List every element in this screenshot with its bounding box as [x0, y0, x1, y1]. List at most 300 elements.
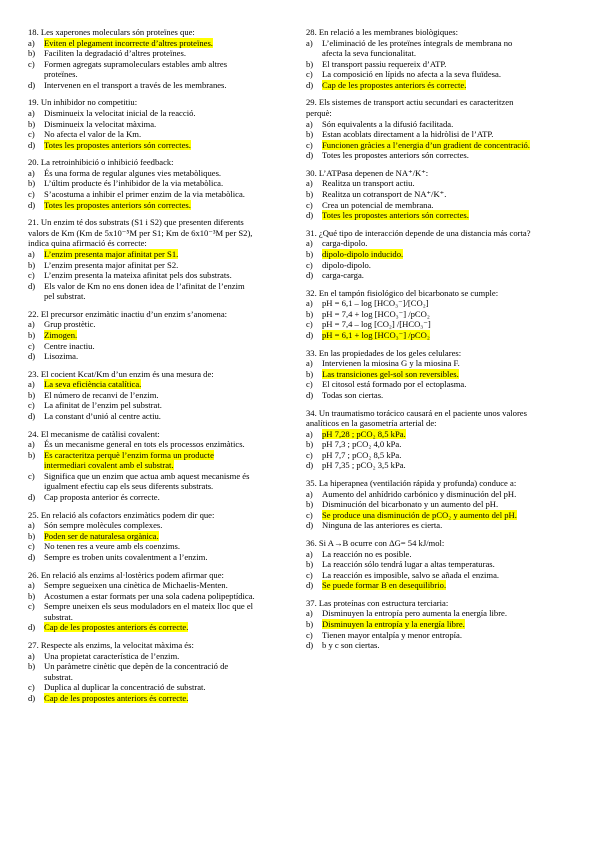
option-text-wrap	[322, 520, 578, 531]
option-letter: a)	[306, 548, 313, 559]
option-letter: c)	[306, 69, 313, 80]
answer-option	[28, 200, 300, 211]
question-block	[306, 478, 578, 531]
option-text-wrap	[44, 552, 300, 563]
question-block	[306, 27, 578, 90]
option-text: Lisozima.	[44, 351, 79, 362]
option-text-wrap	[44, 439, 300, 450]
option-letter: b)	[28, 449, 36, 460]
question-text: 23. El cocient Kcat/Km d’un enzim és una mesura de:	[28, 368, 214, 379]
option-letter: b)	[306, 129, 314, 140]
answer-option	[306, 80, 578, 91]
option-letter: c)	[306, 509, 313, 520]
option-text-wrap	[322, 59, 578, 70]
option-text-wrap	[322, 189, 578, 200]
option-letter: a)	[28, 580, 35, 591]
answer-option	[28, 140, 300, 151]
option-text-wrap	[322, 499, 578, 510]
option-text: Realitza un cotransport de NA⁺/K⁺.	[322, 189, 447, 200]
option-text: El transport passiu requereix d’ATP.	[322, 58, 447, 69]
option-text-wrap	[322, 570, 578, 581]
option-letter: b)	[28, 590, 36, 601]
question-block	[28, 570, 300, 633]
option-text-wrap	[322, 369, 578, 380]
question-text: 22. El precursor enzimàtic inactiu d’un enzim s’anomena:	[28, 308, 228, 319]
answer-option	[28, 69, 300, 80]
option-text: pH 7,3 ; pCO₂ 4,0 kPa.	[322, 439, 402, 450]
option-text: carga-carga.	[322, 270, 364, 281]
option-letter: a)	[28, 167, 35, 178]
option-text-wrap	[44, 249, 300, 260]
highlighted-answer-text: intermediari covalent amb el substrat.	[44, 460, 174, 471]
option-text-wrap	[322, 450, 578, 461]
option-letter: b)	[28, 178, 36, 189]
answer-option	[306, 140, 578, 151]
highlighted-answer-text: Poden ser de naturalesa orgànica.	[44, 530, 159, 541]
highlighted-answer-text: Cap de les propostes anteriors és correcte.	[44, 692, 189, 703]
option-text-wrap	[44, 520, 300, 531]
answer-option	[28, 189, 300, 200]
option-text: Disminuyen la entropía pero aumenta la energía libre.	[322, 608, 508, 619]
option-text-wrap	[322, 510, 578, 521]
option-text: La constant d’unió al centre actiu.	[44, 410, 161, 421]
option-letter: c)	[28, 470, 35, 481]
option-text: substrat.	[44, 671, 73, 682]
answer-option	[306, 238, 578, 249]
option-text: És un mecanisme general en tots els processos enzimàtics.	[44, 439, 245, 450]
option-text-wrap	[44, 531, 300, 542]
option-letter: c)	[28, 541, 35, 552]
option-text-wrap	[44, 460, 300, 471]
answer-option	[28, 80, 300, 91]
question-text: 25. En relació als cofactors enzimàtics podem dir que:	[28, 509, 215, 520]
question-text: 27. Respecte als enzims, la velocitat màxima és:	[28, 640, 194, 651]
answer-option	[28, 291, 300, 302]
answer-option	[306, 379, 578, 390]
option-text-wrap	[322, 390, 578, 401]
option-text-wrap	[44, 351, 300, 362]
option-text-wrap	[44, 622, 300, 633]
option-text: carga-dipolo.	[322, 238, 368, 249]
option-text: Realitza un transport actiu.	[322, 178, 415, 189]
highlighted-answer-text: Funcionen gràcies a l’energia d’un gradient de concentració.	[322, 139, 530, 150]
option-letter: a)	[28, 520, 35, 531]
answer-option	[28, 168, 300, 179]
answer-option	[28, 693, 300, 704]
question-block	[306, 97, 578, 160]
option-letter: d)	[306, 640, 314, 651]
answer-option	[28, 552, 300, 563]
question-block	[28, 309, 300, 362]
highlighted-answer-text: Se puede formar B en desequilibrio.	[322, 580, 447, 591]
option-letter: c)	[306, 449, 313, 460]
option-text: igualment efectiu cap els seus diferents substrats.	[44, 481, 214, 492]
option-text: Ninguna de las anteriores es cierta.	[322, 520, 443, 531]
option-text-wrap	[44, 48, 300, 59]
option-letter: d)	[28, 692, 36, 703]
answer-option	[28, 341, 300, 352]
option-text: Grup prostètic.	[44, 319, 96, 330]
option-letter	[28, 69, 44, 80]
highlighted-answer-text: Eviten el plegament incorrecte d’altres proteïnes.	[44, 37, 213, 48]
option-text: La reacción es imposible, salvo se añada el enzima.	[322, 569, 500, 580]
option-text-wrap	[44, 481, 300, 492]
option-letter	[306, 48, 322, 59]
right-column	[306, 27, 578, 658]
answer-option	[306, 608, 578, 619]
option-letter: d)	[306, 460, 314, 471]
answer-option	[28, 672, 300, 683]
answer-option	[28, 682, 300, 693]
question-block	[28, 27, 300, 90]
answer-option	[28, 390, 300, 401]
option-text-wrap	[322, 640, 578, 651]
question-block	[28, 97, 300, 150]
highlighted-answer-text: Zimogen.	[44, 329, 78, 340]
highlighted-answer-text: Se produce una disminución de pCO₂ y aumento del pH.	[322, 509, 517, 520]
option-text: substrat.	[44, 611, 73, 622]
left-column	[28, 27, 300, 711]
option-letter: c)	[306, 629, 313, 640]
option-text: Totes les propostes anteriors són correctes.	[322, 150, 469, 161]
answer-option	[28, 661, 300, 672]
answer-option	[306, 119, 578, 130]
highlighted-answer-text: Totes les propostes anteriors són correctes.	[322, 210, 469, 221]
answer-option	[306, 450, 578, 461]
option-letter: c)	[306, 139, 313, 150]
option-letter: d)	[28, 410, 36, 421]
question-block	[28, 640, 300, 703]
answer-option	[28, 439, 300, 450]
option-text: Disminueix la velocitat inicial de la reacció.	[44, 108, 196, 119]
question-text: valors de Km (Km de 5x10⁻⁵M per S1; Km de 6x10⁻³M per S2),	[28, 227, 253, 238]
option-letter: b)	[306, 439, 314, 450]
answer-option	[306, 429, 578, 440]
question-text: 35. La hiperapnea (ventilación rápida y profunda) conduce a:	[306, 478, 517, 489]
option-letter: b)	[306, 308, 314, 319]
option-letter: b)	[28, 259, 36, 270]
answer-option	[28, 129, 300, 140]
option-letter: a)	[28, 108, 35, 119]
option-letter: c)	[306, 379, 313, 390]
option-text-wrap	[44, 612, 300, 623]
question-block	[28, 510, 300, 563]
option-text-wrap	[44, 119, 300, 130]
option-text-wrap	[44, 682, 300, 693]
option-text-wrap	[322, 119, 578, 130]
option-letter: a)	[28, 439, 35, 450]
question-text: 18. Les xaperones moleculars són proteïnes que:	[28, 27, 195, 37]
answer-option	[306, 319, 578, 330]
option-text: El número de recanvi de l’enzim.	[44, 389, 159, 400]
option-text-wrap	[322, 200, 578, 211]
option-letter: a)	[306, 118, 313, 129]
option-text-wrap	[44, 390, 300, 401]
answer-option	[306, 570, 578, 581]
option-text-wrap	[322, 559, 578, 570]
option-letter: d)	[28, 351, 36, 362]
option-letter: d)	[306, 79, 314, 90]
answer-option	[306, 619, 578, 630]
question-block	[28, 429, 300, 503]
question-text: analíticos en la gasometría arterial de:	[306, 418, 437, 429]
option-text: Un paràmetre cinètic que depèn de la concentració de	[44, 661, 229, 672]
option-text: Sempre es troben units covalentment a l’enzim.	[44, 551, 208, 562]
highlighted-answer-text: L’enzim presenta major afinitat per S1.	[44, 248, 179, 259]
option-text-wrap	[44, 69, 300, 80]
question-block	[28, 217, 300, 301]
option-text-wrap	[44, 693, 300, 704]
option-letter	[28, 460, 44, 471]
option-letter: d)	[306, 580, 314, 591]
option-text: L’eliminació de les proteïnes íntegrals de membrana no	[322, 37, 513, 48]
question-block	[306, 598, 578, 651]
highlighted-answer-text: Cap de les propostes anteriors és correcte.	[322, 79, 467, 90]
option-letter: c)	[306, 199, 313, 210]
option-text-wrap	[322, 80, 578, 91]
option-text-wrap	[44, 270, 300, 281]
option-text: Faciliten la degradació d’altres proteïnes.	[44, 48, 186, 59]
answer-option	[306, 559, 578, 570]
option-letter: a)	[28, 650, 35, 661]
option-letter: c)	[306, 569, 313, 580]
highlighted-answer-text: Disminuyen la entropía y la energía libre.	[322, 619, 465, 630]
answer-option	[28, 601, 300, 612]
answer-option	[306, 630, 578, 641]
answer-option	[306, 48, 578, 59]
highlighted-answer-text: La seva eficiència catalítica.	[44, 379, 142, 390]
answer-option	[306, 38, 578, 49]
option-text: La reacción no es posible.	[322, 548, 412, 559]
option-letter: c)	[28, 129, 35, 140]
option-text: Una propietat característica de l’enzim.	[44, 650, 180, 661]
option-text: L’enzim presenta major afinitat per S2.	[44, 259, 179, 270]
option-letter: b)	[28, 329, 36, 340]
option-letter: d)	[28, 280, 36, 291]
option-letter: b)	[28, 48, 36, 59]
option-letter: a)	[28, 248, 35, 259]
option-text-wrap	[322, 580, 578, 591]
option-letter: d)	[28, 551, 36, 562]
answer-option	[306, 129, 578, 140]
option-text-wrap	[322, 358, 578, 369]
option-letter: c)	[28, 682, 35, 693]
option-letter: d)	[306, 520, 314, 531]
option-letter: d)	[28, 622, 36, 633]
answer-option	[28, 319, 300, 330]
option-letter: c)	[28, 270, 35, 281]
option-letter: a)	[28, 37, 35, 48]
answer-option	[28, 612, 300, 623]
option-text-wrap	[44, 341, 300, 352]
answer-option	[306, 309, 578, 320]
question-text: 36. Si A→B ocurre con ΔG= 54 kJ/mol:	[306, 538, 445, 549]
option-text-wrap	[44, 330, 300, 341]
option-text-wrap	[322, 619, 578, 630]
option-text-wrap	[322, 630, 578, 641]
option-text: Centre inactiu.	[44, 340, 95, 351]
option-text-wrap	[44, 38, 300, 49]
answer-option	[28, 460, 300, 471]
answer-option	[306, 499, 578, 510]
answer-option	[306, 200, 578, 211]
option-text-wrap	[322, 260, 578, 271]
option-text-wrap	[44, 379, 300, 390]
option-text-wrap	[44, 80, 300, 91]
answer-option	[28, 270, 300, 281]
option-letter: d)	[28, 492, 36, 502]
question-text: 28. En relació a les membranes biològiques:	[306, 27, 459, 37]
option-letter: a)	[306, 488, 313, 499]
question-text: 34. Un traumatismo torácico causará en el paciente unos valores	[306, 407, 527, 418]
option-text-wrap	[44, 492, 300, 503]
option-text-wrap	[322, 439, 578, 450]
option-letter: b)	[306, 248, 314, 259]
option-text: Són equivalents a la difusió facilitada.	[322, 118, 454, 129]
option-letter: b)	[306, 619, 314, 630]
option-text: proteïnes.	[44, 69, 78, 80]
option-letter: d)	[306, 270, 314, 281]
option-text-wrap	[44, 661, 300, 672]
highlighted-answer-text: pH = 6,1 + log [HCO₃⁻] /pCO₂	[322, 329, 430, 340]
answer-option	[306, 178, 578, 189]
answer-option	[306, 270, 578, 281]
option-letter: a)	[306, 608, 313, 619]
option-text-wrap	[44, 672, 300, 683]
question-block	[306, 168, 578, 221]
question-text: 37. Las proteínas con estructura terciaria:	[306, 597, 449, 608]
option-letter: b)	[28, 661, 36, 672]
option-text-wrap	[322, 238, 578, 249]
option-text-wrap	[44, 291, 300, 302]
question-block	[306, 538, 578, 591]
option-text: No afecta el valor de la Km.	[44, 129, 142, 140]
option-text-wrap	[322, 48, 578, 59]
option-letter: a)	[306, 298, 313, 309]
option-letter: b)	[28, 118, 36, 129]
option-text: Sempre uneixen els seus moduladors en el mateix lloc que el	[44, 601, 254, 612]
option-text-wrap	[44, 129, 300, 140]
option-text: Intervienen la miosina G y la miosina F.	[322, 358, 460, 369]
option-letter: c)	[306, 319, 313, 330]
option-letter: c)	[28, 340, 35, 351]
option-text-wrap	[322, 330, 578, 341]
option-letter: c)	[28, 400, 35, 411]
question-text: indica quina afirmació és correcte:	[28, 238, 147, 249]
option-text: No tenen res a veure amb els coenzims.	[44, 541, 181, 552]
answer-option	[28, 481, 300, 492]
option-text: Aumento del anhídrido carbónico y disminución del pH.	[322, 488, 517, 499]
option-letter: b)	[306, 559, 314, 570]
option-text-wrap	[44, 651, 300, 662]
option-letter	[28, 612, 44, 623]
option-letter: a)	[306, 178, 313, 189]
question-block	[28, 157, 300, 210]
question-text: 30. L’ATPasa depenen de NA⁺/K⁺:	[306, 167, 429, 178]
option-text: L’enzim presenta la mateixa afinitat pels dos substrats.	[44, 270, 232, 281]
option-text: pel substrat.	[44, 291, 86, 302]
answer-option	[306, 510, 578, 521]
option-text-wrap	[44, 319, 300, 330]
option-letter: d)	[306, 389, 314, 400]
answer-option	[306, 460, 578, 471]
option-text: S’acostuma a inhibir el primer enzim de la via metabòlica.	[44, 189, 245, 200]
option-text: Acostumen a estar formats per una sola cadena polipeptídica.	[44, 590, 255, 601]
option-letter: b)	[306, 368, 314, 379]
option-text: Estan acoblats directament a la hidròlisi de l’ATP.	[322, 129, 494, 140]
answer-option	[28, 591, 300, 602]
option-text-wrap	[322, 140, 578, 151]
question-text: 26. En relació als enzims al·lostèrics podem afirmar que:	[28, 569, 224, 580]
answer-option	[28, 249, 300, 260]
answer-option	[28, 59, 300, 70]
option-letter: a)	[28, 379, 35, 390]
option-text-wrap	[322, 429, 578, 440]
highlighted-answer-text: dipolo-dipolo inducido.	[322, 248, 404, 259]
option-letter: b)	[306, 189, 314, 200]
highlighted-answer-text: pH 7,28 ; pCO₂ 8,5 kPa.	[322, 428, 406, 439]
answer-option	[28, 531, 300, 542]
option-text: Formen agregats supramoleculars estables amb altres	[44, 58, 228, 69]
option-text-wrap	[322, 129, 578, 140]
question-text: 29. Els sistemes de transport actiu secundari es caracteritzen	[306, 97, 514, 108]
option-letter: d)	[28, 199, 36, 210]
question-text: 21. Un enzim té dos substrats (S1 i S2) que presenten diferents	[28, 217, 244, 228]
option-text: b y c son ciertas.	[322, 640, 380, 651]
option-text: Disminueix la velocitat màxima.	[44, 118, 157, 129]
option-text: És una forma de regular algunes vies metabòliques.	[44, 167, 222, 178]
option-text-wrap	[322, 608, 578, 619]
option-text-wrap	[322, 249, 578, 260]
answer-option	[28, 38, 300, 49]
answer-option	[306, 640, 578, 651]
option-text-wrap	[44, 168, 300, 179]
option-letter: c)	[306, 259, 313, 270]
option-text-wrap	[322, 270, 578, 281]
option-text-wrap	[44, 541, 300, 552]
highlighted-answer-text: Es caracteritza perquè l’enzim forma un producte	[44, 449, 214, 460]
option-text: pH 7,7 ; pCO₂ 8,5 kPa.	[322, 449, 402, 460]
option-text: Els valor de Km no ens donen idea de l’afinitat de l’enzim	[44, 280, 245, 291]
answer-option	[28, 541, 300, 552]
option-text-wrap	[44, 189, 300, 200]
option-letter: a)	[306, 238, 313, 249]
option-text-wrap	[44, 471, 300, 482]
answer-option	[306, 69, 578, 80]
option-letter: a)	[306, 428, 313, 439]
answer-option	[28, 48, 300, 59]
answer-option	[306, 439, 578, 450]
answer-option	[28, 520, 300, 531]
option-text-wrap	[44, 140, 300, 151]
option-text: La composició en lípids no afecta a la seva fluïdesa.	[322, 69, 501, 80]
question-text: 31. ¿Qué tipo de interacción depende de una distancia más corta?	[306, 227, 531, 238]
answer-option	[306, 390, 578, 401]
option-text: pH = 6,1 – log [HCO₃⁻]/[CO₂]	[322, 298, 429, 309]
answer-option	[28, 330, 300, 341]
question-text: 32. En el tampón fisiológico del bicarbonato se cumple:	[306, 287, 499, 298]
option-text: Són sempre molècules complexes.	[44, 520, 163, 531]
option-text-wrap	[44, 591, 300, 602]
answer-option	[306, 59, 578, 70]
answer-option	[28, 580, 300, 591]
option-text: afecta la seva funcionalitat.	[322, 48, 417, 59]
highlighted-answer-text: Las transiciones gel-sol son reversibles.	[322, 368, 459, 379]
option-text: La afinitat de l’enzim pel substrat.	[44, 400, 162, 411]
answer-option	[28, 351, 300, 362]
option-text-wrap	[44, 200, 300, 211]
option-text: pH = 7,4 – log [CO₂] /[HCO₃⁻]	[322, 319, 431, 330]
